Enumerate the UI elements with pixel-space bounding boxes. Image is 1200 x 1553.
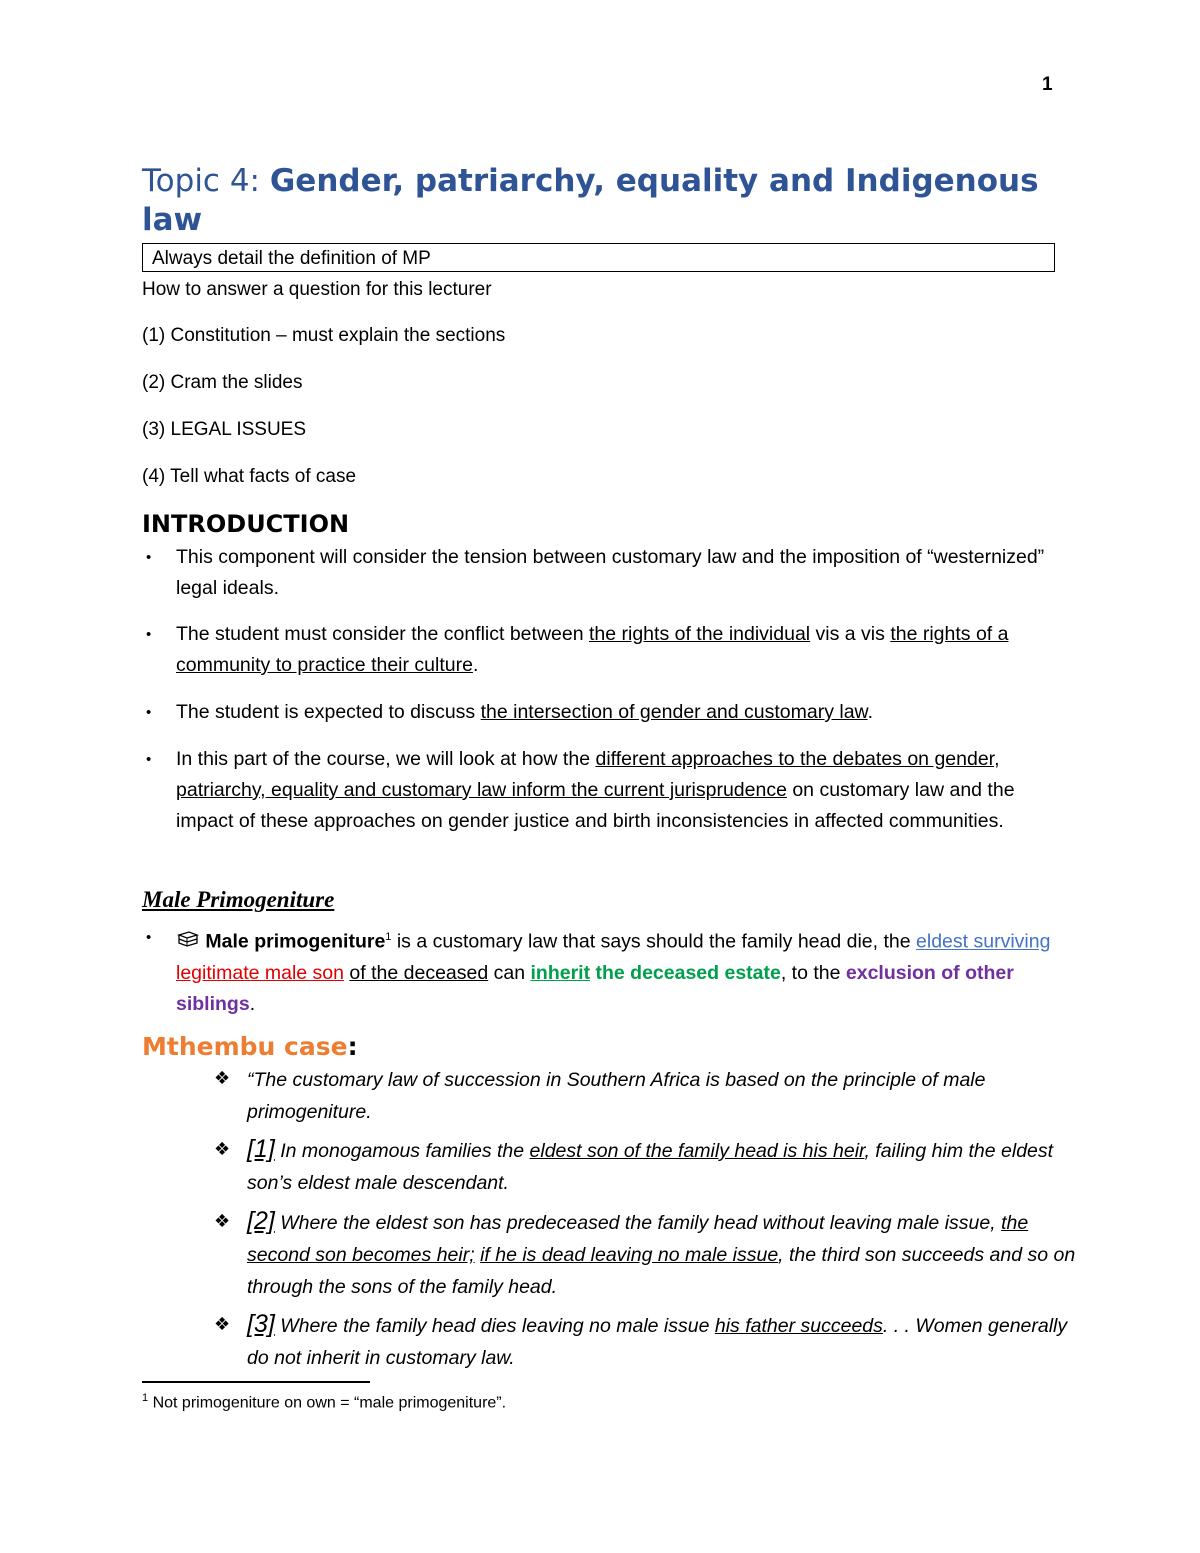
footnote-separator [142, 1381, 370, 1383]
diamond-bullet-icon: ❖ [214, 1314, 231, 1334]
mthembu-case-heading: Mthembu case: [142, 1032, 358, 1061]
male-primogeniture-definition: Male primogeniture$^1$ is a customary law that says should the family head die, the eldest surviving legitimate male son of the deceased can inherit the deceased estate, to the exclusion of other siblings. [176, 930, 1051, 1015]
intro-bullet-3: The student is expected to discuss the intersection of gender and customary law. [176, 701, 873, 723]
bullet-icon: • [146, 704, 152, 721]
answer-guide-item: (3) LEGAL ISSUES [142, 419, 307, 440]
answer-guide-item: (1) Constitution – must explain the sections [142, 325, 506, 346]
definition-note-box: Always detail the definition of MP [142, 243, 1055, 272]
diamond-bullet-icon: ❖ [214, 1068, 231, 1088]
answer-guide-heading: How to answer a question for this lecturer [142, 279, 492, 300]
intro-bullet-1: This component will consider the tension between customary law and the imposition of “westernized” legal ideals. [176, 546, 1045, 599]
footnote-reference: 1 [385, 931, 392, 943]
page-title [142, 162, 1072, 240]
answer-guide-item: (2) Cram the slides [142, 372, 303, 393]
bullet-icon: • [146, 626, 152, 643]
diamond-bullet-icon: ❖ [214, 1139, 231, 1159]
page-number: 1 [1042, 74, 1053, 95]
introduction-heading: INTRODUCTION [142, 510, 350, 538]
intro-bullet-4: In this part of the course, we will look at how the different approaches to the debates on gender, patriarchy, equality and customary law inform the current jurisprudence on customary law and the impact of these approaches on gender justice and birth inconsistencies in affected communities. [176, 748, 1015, 832]
title-prefix: Topic 4: [142, 163, 270, 199]
bullet-icon: • [146, 751, 152, 768]
intro-bullet-2: The student must consider the conflict between the rights of the individual vis a vis the rights of a community to practice their culture. [176, 623, 1009, 676]
book-stack-icon [176, 929, 200, 949]
mthembu-quote-2: [2] Where the eldest son has predeceased the family head without leaving male issue, the second son becomes heir; if he is dead leaving no male issue, the third son succeeds and so on through the sons of the family head. [247, 1207, 1076, 1298]
male-primogeniture-heading: Male Primogeniture [142, 887, 335, 912]
bullet-icon: • [146, 549, 152, 566]
mthembu-quote-3: [3] Where the family head dies leaving no male issue his father succeeds. . . Women generally do not inherit in customary law. [247, 1310, 1068, 1369]
footnote: $^1$ Not primogeniture on own = “male primogeniture”. [142, 1392, 507, 1412]
diamond-bullet-icon: ❖ [214, 1211, 231, 1231]
answer-guide-item: (4) Tell what facts of case [142, 466, 357, 487]
bullet-icon: • [146, 929, 152, 946]
title-main: Gender, patriarchy, equality and Indigenous law [142, 163, 1039, 238]
mthembu-quote-1: [1] In monogamous families the eldest son of the family head is his heir, failing him the eldest son’s eldest male descendant. [247, 1135, 1054, 1194]
mthembu-quote-intro: “The customary law of succession in Southern Africa is based on the principle of male primogeniture. [247, 1069, 986, 1123]
